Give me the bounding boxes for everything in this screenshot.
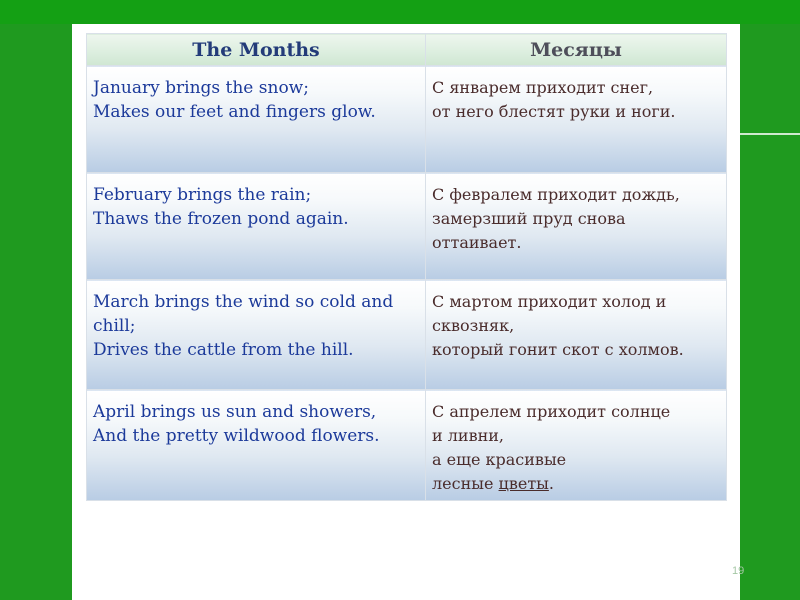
- english-verse-cell: [87, 390, 426, 501]
- translation-line: С мартом приходит холод и: [432, 292, 667, 311]
- translation-line: оттаивает.: [432, 233, 522, 252]
- decorative-line: [740, 133, 800, 135]
- translation-line: сквозняк,: [432, 316, 515, 335]
- table-row-april: [87, 390, 727, 501]
- translation-fragment: .: [548, 474, 554, 493]
- translation-line: от него блестят руки и ноги.: [432, 102, 676, 121]
- translation-line: и ливни,: [432, 426, 504, 445]
- english-verse-cell: [87, 173, 426, 280]
- table-row-february: [87, 173, 727, 280]
- page-number: 19: [732, 565, 745, 577]
- translation-line: а еще красивые: [432, 450, 567, 469]
- translation-line: С февралем приходит дождь,: [432, 185, 680, 204]
- english-verse-cell: [87, 66, 426, 173]
- russian-translation-cell: [426, 280, 727, 390]
- verse-line: April brings us sun and showers,: [93, 402, 377, 422]
- verse-line: chill;: [93, 316, 136, 336]
- translation-line: замерзший пруд снова: [432, 209, 626, 228]
- verse-line: March brings the wind so cold and: [93, 292, 394, 312]
- russian-translation-cell: [426, 66, 727, 173]
- verse-line: February brings the rain;: [93, 185, 312, 205]
- translation-line: С январем приходит снег,: [432, 78, 654, 97]
- header-english: The Months: [87, 34, 426, 66]
- underlined-word: цветы: [498, 474, 549, 493]
- months-table: [86, 33, 727, 501]
- translation-fragment: лесные: [432, 474, 499, 493]
- translation-line: который гонит скот с холмов.: [432, 340, 684, 359]
- english-verse-cell: [87, 280, 426, 390]
- verse-line: Thaws the frozen pond again.: [93, 209, 349, 229]
- translation-line: [432, 472, 722, 496]
- verse-line: Makes our feet and fingers glow.: [93, 102, 376, 122]
- table-row-march: [87, 280, 727, 390]
- header-row: [87, 34, 727, 66]
- top-green-stripe: [0, 0, 800, 24]
- verse-line: And the pretty wildwood flowers.: [93, 426, 380, 446]
- verse-line: January brings the snow;: [93, 78, 309, 98]
- translation-line: С апрелем приходит солнце: [432, 402, 671, 421]
- russian-translation-cell: [426, 173, 727, 280]
- header-russian: Месяцы: [426, 34, 727, 66]
- verse-line: Drives the cattle from the hill.: [93, 340, 354, 360]
- russian-translation-cell: [426, 390, 727, 501]
- table-row-january: [87, 66, 727, 173]
